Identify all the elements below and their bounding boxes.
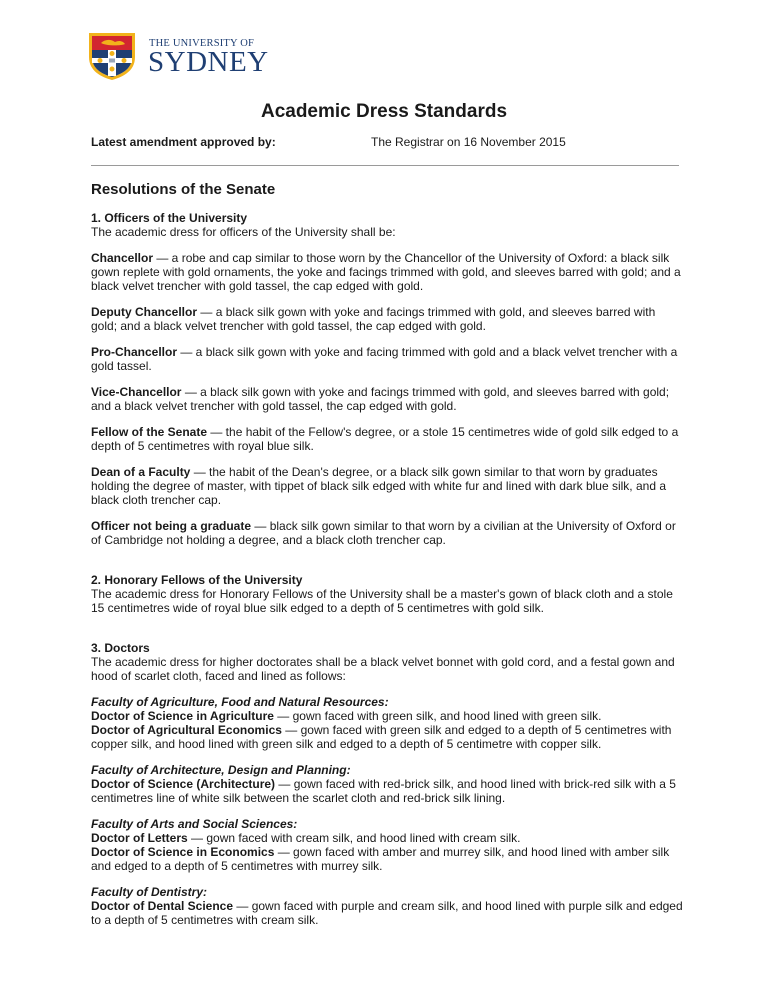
entry-text: — black silk gown similar to that worn by a civilian at the University of Oxford or of Cambridge not holding a degree, and a black cloth trencher cap. (91, 519, 676, 547)
entry-dean (91, 465, 683, 507)
entry-text: — gown faced with amber and murrey silk, and hood lined with amber silk and edged to a depth of 5 centimetres with murrey silk. (91, 845, 670, 873)
faculty-name: Faculty of Arts and Social Sciences: (91, 817, 298, 831)
document-body (91, 211, 683, 953)
entry-term: Doctor of Dental Science (91, 899, 234, 913)
section-heading: 1. Officers of the University (91, 211, 248, 225)
degree-entry (91, 723, 683, 751)
entry-term: Doctor of Science in Economics (91, 845, 275, 859)
logo-text-sydney: SYDNEY (148, 46, 269, 78)
entry-pro-chancellor (91, 345, 683, 373)
entry-text: — gown faced with purple and cream silk, and hood lined with purple silk and edged to a depth of 5 centimetres with cream silk. (91, 899, 683, 927)
entry-term: Doctor of Letters (91, 831, 188, 845)
entry-text: — the habit of the Fellow's degree, or a stole 15 centimetres wide of gold silk edged to a depth of 5 centimetres with royal blue silk. (91, 425, 679, 453)
faculty-architecture (91, 763, 683, 805)
entry-text: — a black silk gown with yoke and facing trimmed with gold and a black velvet trencher with a gold tassel. (91, 345, 678, 373)
divider (91, 165, 679, 166)
entry-term: Deputy Chancellor (91, 305, 198, 319)
section-intro: The academic dress for officers of the University shall be: (91, 225, 396, 239)
entry-text: — the habit of the Dean's degree, or a black silk gown similar to that worn by graduates holding the degree of master, with tippet of black silk edged with white fur and lined with dark blue silk, and a black cloth trencher cap. (91, 465, 666, 507)
degree-entry (91, 709, 683, 723)
entry-officer-not-graduate (91, 519, 683, 547)
section-intro: The academic dress for higher doctorates shall be a black velvet bonnet with gold cord, and a festal gown and hood of scarlet cloth, faced and lined as follows: (91, 655, 675, 683)
entry-term: Chancellor (91, 251, 154, 265)
faculty-name: Faculty of Architecture, Design and Planning: (91, 763, 351, 777)
entry-text: — gown faced with red-brick silk, and hood lined with brick-red silk with a 5 centimetres line of white silk between the scarlet cloth and red-brick silk lining. (91, 777, 676, 805)
entry-term: Vice-Chancellor (91, 385, 182, 399)
entry-vice-chancellor (91, 385, 683, 413)
entry-text: — gown faced with green silk and edged to a depth of 5 centimetres with copper silk, and hood lined with green silk and edged to a depth of 5 centimetre with copper silk. (91, 723, 672, 751)
entry-term: Dean of a Faculty (91, 465, 191, 479)
logo-text-university-of: THE UNIVERSITY OF (149, 38, 255, 49)
faculty-name: Faculty of Dentistry: (91, 885, 208, 899)
entry-chancellor (91, 251, 683, 293)
section-heading: 2. Honorary Fellows of the University (91, 573, 303, 587)
faculty-arts (91, 817, 683, 873)
university-crest-icon (87, 31, 137, 81)
amendment-label: Latest amendment approved by: (91, 135, 276, 149)
section-honorary-fellows (91, 573, 683, 615)
university-logo (87, 31, 277, 83)
faculty-dentistry (91, 885, 683, 927)
faculty-agriculture (91, 695, 683, 751)
entry-deputy-chancellor (91, 305, 683, 333)
degree-entry (91, 777, 683, 805)
section-heading: 3. Doctors (91, 641, 150, 655)
entry-text: — a black silk gown with yoke and facings trimmed with gold, and sleeves barred with gold; and a black velvet trencher with gold tassel, the cap edged with gold. (91, 305, 656, 333)
entry-fellow-of-senate (91, 425, 683, 453)
section-officers (91, 211, 683, 547)
degree-entry (91, 899, 683, 927)
section-intro: The academic dress for Honorary Fellows of the University shall be a master's gown of black cloth and a stole 15 centimetres wide of royal blue silk edged to a depth of 5 centimetres with gold silk. (91, 587, 673, 615)
entry-term: Fellow of the Senate (91, 425, 208, 439)
entry-term: Pro-Chancellor (91, 345, 178, 359)
entry-term: Doctor of Agricultural Economics (91, 723, 282, 737)
resolutions-heading: Resolutions of the Senate (91, 181, 276, 198)
entry-text: — gown faced with cream silk, and hood lined with cream silk. (187, 831, 521, 845)
degree-entry (91, 831, 683, 845)
entry-term: Officer not being a graduate (91, 519, 252, 533)
entry-text: — gown faced with green silk, and hood lined with green silk. (273, 709, 602, 723)
degree-entry (91, 845, 683, 873)
entry-text: — a robe and cap similar to those worn by the Chancellor of the University of Oxford: a black silk gown replete with gold ornaments, the yoke and facings trimmed with gold, and sleeves barred with gold; and a black velvet trencher with gold tassel, the cap edged with gold. (91, 251, 681, 293)
section-doctors (91, 641, 683, 927)
entry-term: Doctor of Science in Agriculture (91, 709, 274, 723)
entry-term: Doctor of Science (Architecture) (91, 777, 276, 791)
entry-text: — a black silk gown with yoke and facings trimmed with gold, and sleeves barred with gold; and a black velvet trencher with gold tassel, the cap edged with gold. (91, 385, 670, 413)
page-title: Academic Dress Standards (260, 101, 508, 122)
faculty-name: Faculty of Agriculture, Food and Natural Resources: (91, 695, 389, 709)
amendment-value: The Registrar on 16 November 2015 (371, 135, 566, 149)
